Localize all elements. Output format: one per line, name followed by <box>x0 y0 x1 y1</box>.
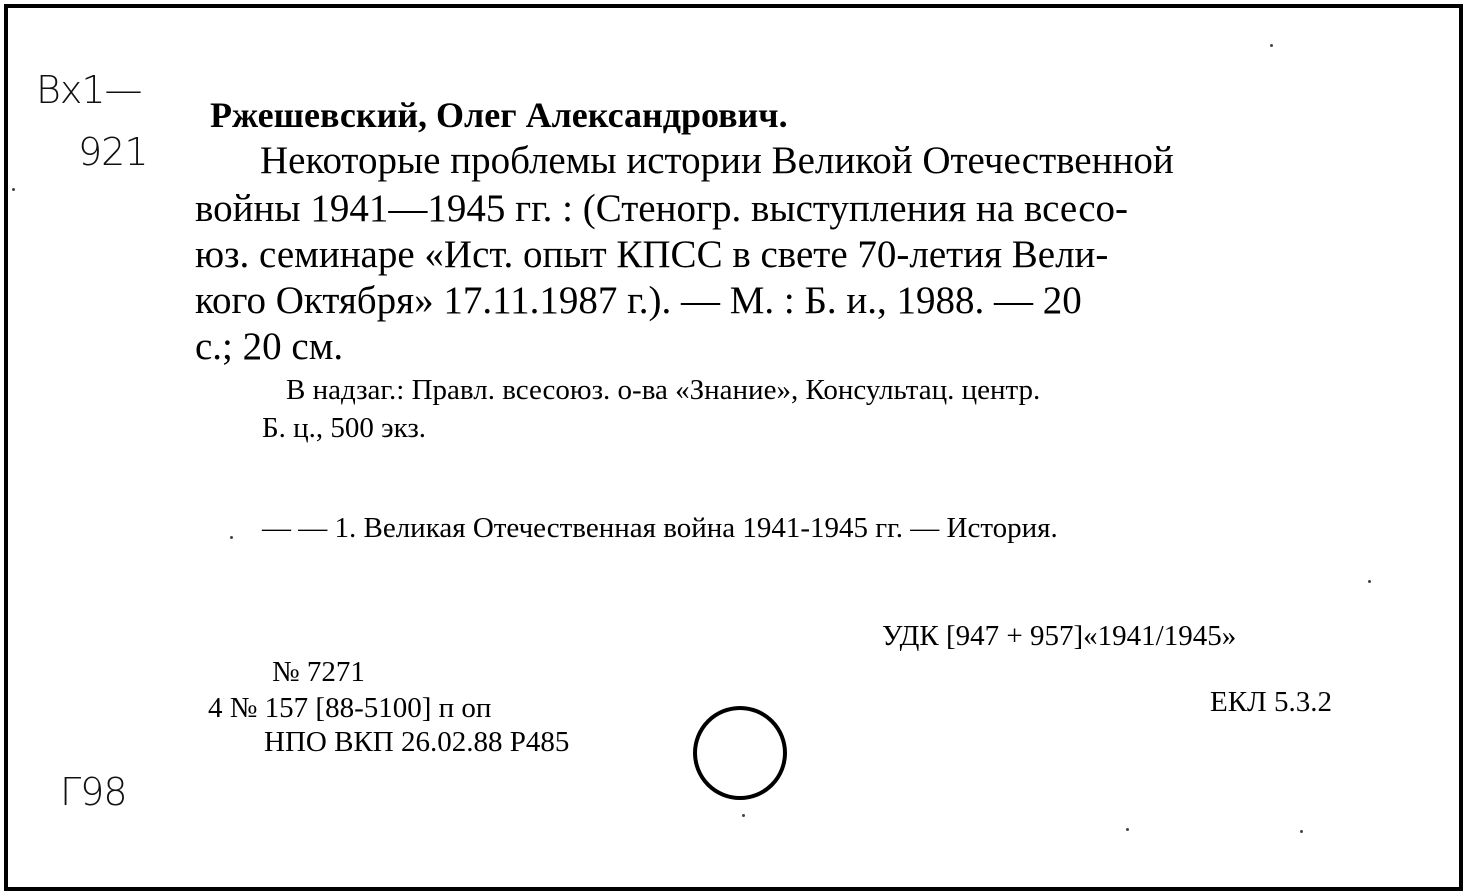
title-line-2: войны 1941—1945 гг. : (Стеногр. выступления на всесо- <box>195 187 1128 230</box>
speck <box>1300 830 1303 833</box>
speck <box>1126 828 1129 831</box>
speck <box>12 188 15 191</box>
punch-hole-circle <box>693 706 787 800</box>
catalog-card <box>4 4 1463 891</box>
print-order: 4 № 157 [88-5100] п оп <box>208 692 492 724</box>
subject-heading: — — 1. Великая Отечественная война 1941-1945 гг. — История. <box>262 512 1058 544</box>
title-line-4: кого Октября» 17.11.1987 г.). — М. : Б. и., 1988. — 20 <box>195 279 1082 322</box>
speck <box>1270 44 1273 47</box>
title-line-3: юз. семинаре «Ист. опыт КПСС в свете 70-летия Вели- <box>195 233 1109 276</box>
title-line-1: Некоторые проблемы истории Великой Отечественной <box>260 139 1174 182</box>
author-heading: Ржешевский, Олег Александрович. <box>210 95 788 135</box>
handwritten-shelf-mark-line1: Вх1— <box>36 68 142 112</box>
ekl-code: ЕКЛ 5.3.2 <box>1210 686 1332 718</box>
publisher-line: НПО ВКП 26.02.88 Р485 <box>264 726 570 758</box>
speck <box>742 814 745 817</box>
handwritten-shelf-mark-line2: 921 <box>78 130 148 174</box>
handwritten-bottom-mark: Г98 <box>60 770 127 814</box>
card-number: № 7271 <box>272 656 365 688</box>
title-line-5: с.; 20 см. <box>195 325 344 368</box>
udc-code: УДК [947 + 957]«1941/1945» <box>882 620 1237 652</box>
speck <box>230 536 233 539</box>
note-line-1: В надзаг.: Правл. всесоюз. о-ва «Знание», Консультац. центр. <box>286 374 1041 406</box>
speck <box>1368 580 1371 583</box>
note-line-2: Б. ц., 500 экз. <box>262 412 427 444</box>
